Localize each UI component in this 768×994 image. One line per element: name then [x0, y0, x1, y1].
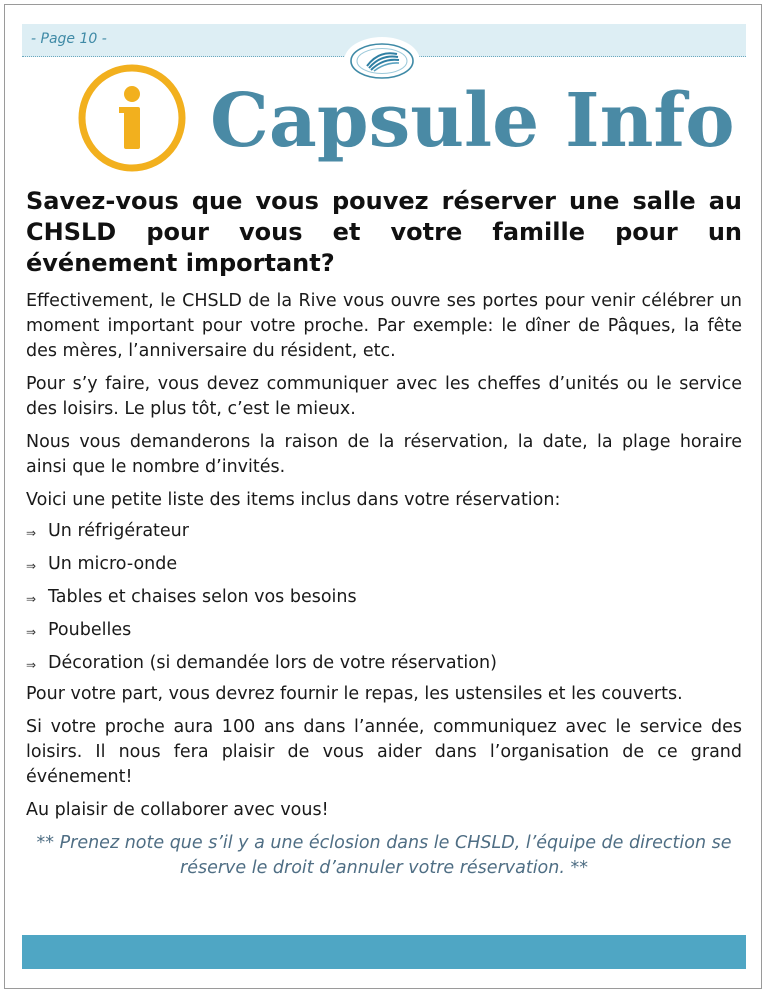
list-item-label: Un micro-onde	[48, 554, 178, 574]
paragraph: Au plaisir de collaborer avec vous!	[26, 800, 329, 820]
list-item	[26, 647, 742, 680]
list-item-label: Tables et chaises selon vos besoins	[48, 587, 357, 607]
paragraph: Nous vous demanderons la raison de la réservation, la date, la plage horaire ainsi que le nombre d’invités.	[26, 432, 742, 477]
list-item	[26, 614, 742, 647]
double-arrow-icon: ⇒	[26, 625, 37, 639]
info-icon	[77, 63, 187, 173]
double-arrow-icon: ⇒	[26, 559, 37, 573]
list-item-label: Un réfrigérateur	[48, 521, 189, 541]
paragraph: Effectivement, le CHSLD de la Rive vous ouvre ses portes pour venir célébrer un moment important pour votre proche. Par exemple: le dîner de Pâques, la fête des mères, l’anniversaire du résident, etc.	[26, 291, 742, 361]
list-item	[26, 581, 742, 614]
wave-logo-icon	[349, 42, 415, 80]
included-items-list	[26, 515, 742, 680]
paragraph: Pour s’y faire, vous devez communiquer avec les cheffes d’unités ou le service des loisirs. Le plus tôt, c’est le mieux.	[26, 374, 742, 419]
list-item-label: Décoration (si demandée lors de votre réservation)	[48, 653, 497, 673]
paragraph: Voici une petite liste des items inclus dans votre réservation:	[26, 490, 561, 510]
list-item-label: Poubelles	[48, 620, 132, 640]
masthead-title: Capsule Info	[210, 78, 735, 164]
page-number: - Page 10 -	[31, 31, 107, 47]
paragraph: Pour votre part, vous devrez fournir le repas, les ustensiles et les couverts.	[26, 684, 683, 704]
footer-band	[22, 935, 746, 969]
paragraph: Si votre proche aura 100 ans dans l’année, communiquez avec le service des loisirs. Il nous fera plaisir de vous aider dans l’organisation de ce grand événement!	[26, 717, 742, 787]
double-arrow-icon: ⇒	[26, 592, 37, 606]
list-item	[26, 548, 742, 581]
double-arrow-icon: ⇒	[26, 526, 37, 540]
double-arrow-icon: ⇒	[26, 658, 37, 672]
list-item	[26, 515, 742, 548]
article-body	[26, 186, 742, 881]
cancellation-note: ** Prenez note que s’il y a une éclosion dans le CHSLD, l’équipe de direction se réserve le droit d’annuler votre réservation. **	[36, 833, 732, 878]
article-question: Savez-vous que vous pouvez réserver une salle au CHSLD pour vous et votre famille pour un événement important?	[26, 187, 742, 277]
